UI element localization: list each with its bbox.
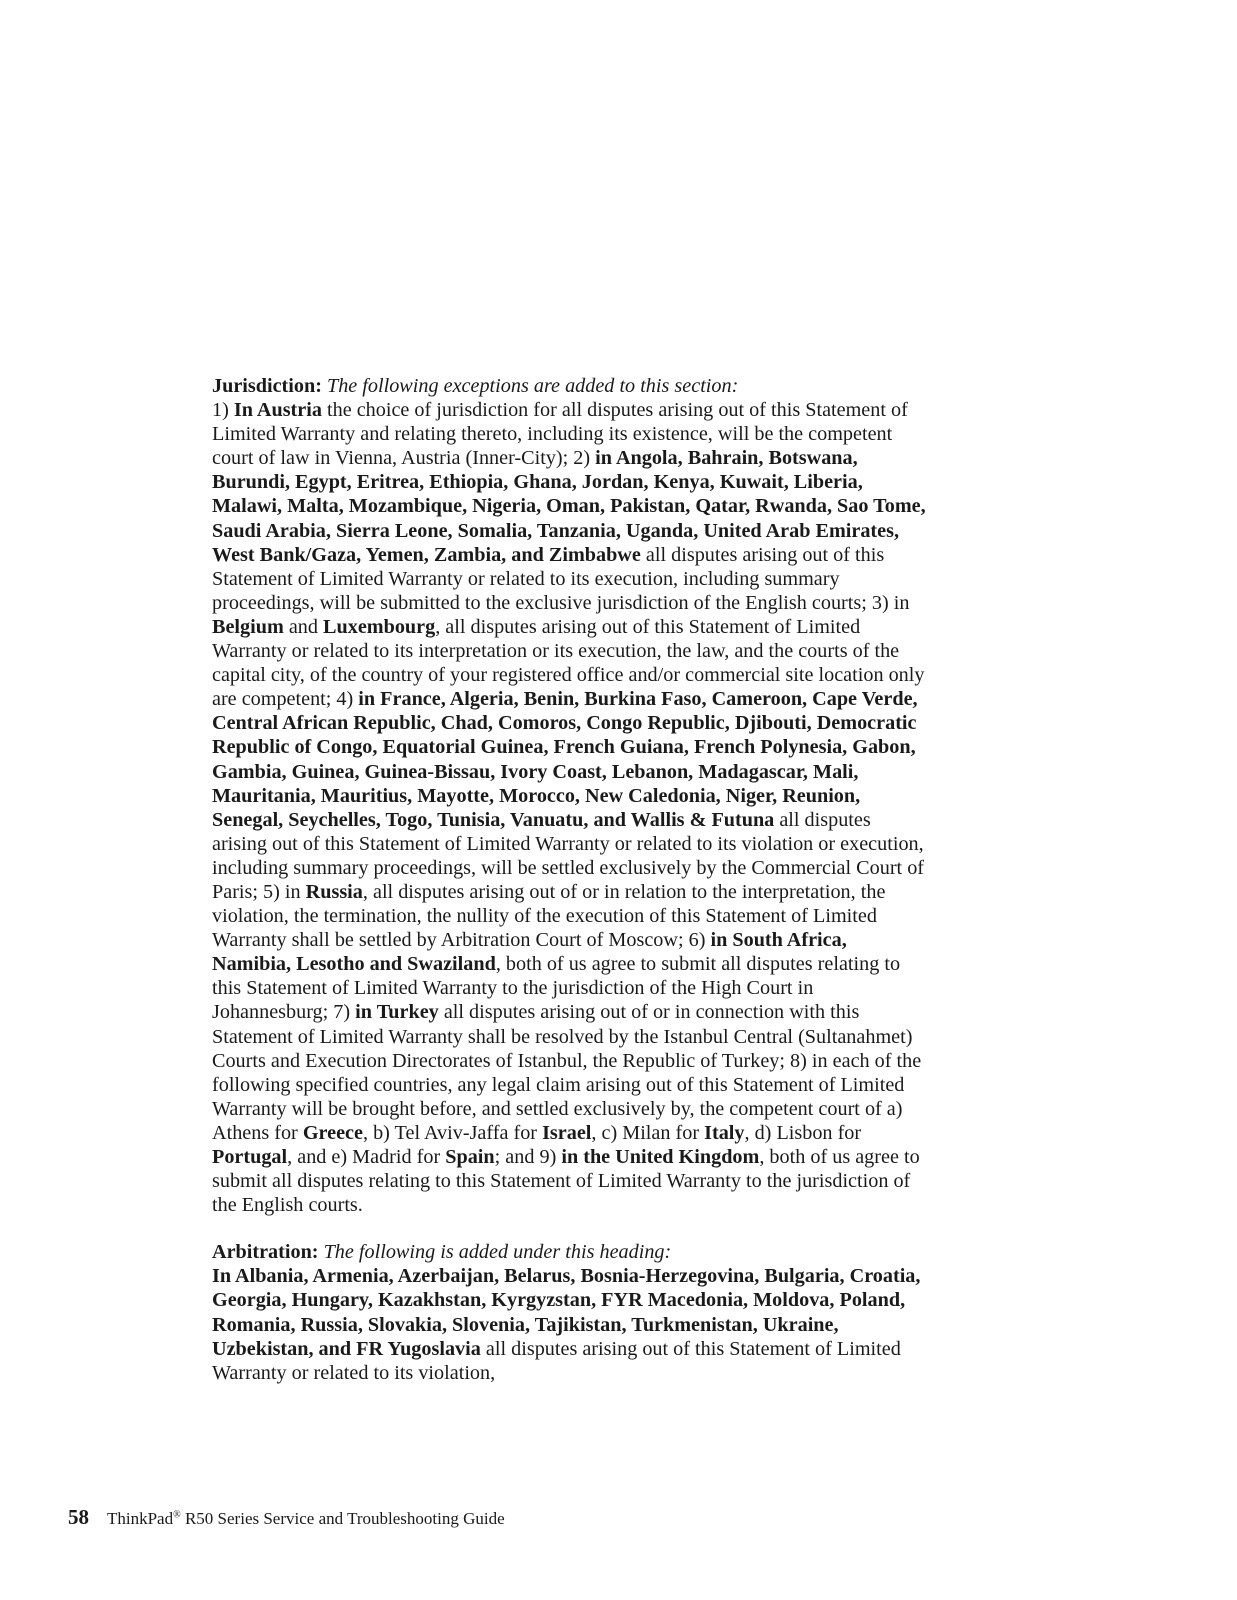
text-segment-bold: Italy	[704, 1121, 745, 1144]
jurisdiction-section	[212, 374, 927, 1217]
text-segment: all disputes arising out of this Statement of Limited Warranty or related to its violation,	[212, 1337, 901, 1384]
section-paragraph	[212, 1265, 920, 1383]
registered-mark: ®	[173, 1509, 181, 1521]
text-segment-bold: Luxembourg	[323, 615, 436, 638]
section-heading-line	[212, 374, 927, 398]
arbitration-section	[212, 1240, 927, 1385]
footer-title-rest: R50 Series Service and Troubleshooting Guide	[180, 1509, 505, 1528]
section-intro: The following exceptions are added to this section:	[326, 375, 739, 397]
text-segment-bold: Spain	[445, 1146, 495, 1168]
text-segment-bold: Israel	[542, 1121, 592, 1144]
footer-title	[107, 1509, 505, 1528]
text-segment: , all disputes arising out of this Statement of Limited Warranty or related to its interpretation or its execution, the law, and the courts of the capital city, of the country of your registered office and/or commercial site location only are competent; 4)	[212, 615, 925, 711]
text-segment: , d) Lisbon for	[744, 1121, 862, 1144]
text-segment: the choice of jurisdiction for all disputes arising out of this Statement of Limited Warranty and relating thereto, including its existence, will be the competent court of law in Vienna, Austria (Inner-City); 2)	[212, 399, 908, 470]
text-segment-bold: In Albania, Armenia, Azerbaijan, Belarus, Bosnia-Herzegovina, Bulgaria, Croatia, Georgia, Hungary, Kazakhstan, Kyrgyzstan, FYR Macedonia, Moldova, Poland, Romania, Russia, Slovakia, Slovenia, Tajikistan, Turkmenistan, Ukraine, Uzbekistan, and FR Yugoslavia	[212, 1265, 921, 1360]
page-footer	[68, 1506, 505, 1530]
text-segment: and	[283, 615, 324, 638]
section-label: Jurisdiction:	[212, 375, 322, 397]
page-number: 58	[68, 1505, 89, 1529]
text-segment: , both of us agree to submit all disputes relating to this Statement of Limited Warranty to the jurisdiction of the English courts.	[212, 1146, 920, 1217]
text-segment: all disputes arising out of this Statement of Limited Warranty or related to its execution, including summary proceedings, will be submitted to the exclusive jurisdiction of the English courts; 3) in	[212, 543, 910, 614]
text-segment: , and e) Madrid for	[287, 1146, 446, 1168]
section-heading-line	[212, 1240, 927, 1264]
footer-title-brand: ThinkPad	[107, 1509, 174, 1528]
text-segment: , all disputes arising out of or in relation to the interpretation, the violation, the termination, the nullity of the execution of this Statement of Limited Warranty shall be settled by Arbitration Court of Moscow; 6)	[212, 880, 886, 952]
text-segment-bold: in France, Algeria, Benin, Burkina Faso, Cameroon, Cape Verde, Central African Republic, Chad, Comoros, Congo Republic, Djibouti, Democratic Republic of Congo, Equatorial Guinea, French Guiana, French Polynesia, Gabon, Gambia, Guinea, Guinea-Bissau, Ivory Coast, Lebanon, Madagascar, Mali, Mauritania, Mauritius, Mayotte, Morocco, New Caledonia, Niger, Reunion, Senegal, Seychelles, Togo, Tunisia, Vanuatu, and Wallis & Futuna	[212, 688, 918, 831]
text-segment: all disputes arising out of this Statement of Limited Warranty or related to its violation or execution, including summary proceedings, will be settled exclusively by the Commercial Court of Paris; 5) in	[212, 808, 925, 903]
text-segment-bold: Russia	[305, 880, 363, 903]
text-segment-bold: in Turkey	[355, 1001, 439, 1024]
text-segment-bold: In Austria	[233, 399, 322, 422]
text-segment: , b) Tel Aviv-Jaffa for	[362, 1121, 543, 1144]
text-segment: 1)	[212, 399, 234, 422]
text-segment-bold: in the United Kingdom	[561, 1146, 760, 1168]
text-segment-bold: Belgium	[212, 615, 284, 638]
section-label: Arbitration:	[212, 1241, 319, 1264]
text-segment: , both of us agree to submit all disputes relating to this Statement of Limited Warranty to the jurisdiction of the High Court in Johannesburg; 7)	[212, 953, 901, 1024]
text-segment: , c) Milan for	[591, 1121, 705, 1144]
text-segment-bold: Portugal	[212, 1146, 288, 1168]
body-text	[212, 374, 927, 1385]
text-segment: ; and 9)	[494, 1146, 562, 1168]
text-segment-bold: in South Africa, Namibia, Lesotho and Swaziland	[212, 929, 847, 976]
section-paragraph	[212, 399, 926, 1216]
text-segment: all disputes arising out of or in connection with this Statement of Limited Warranty shall be resolved by the Istanbul Central (Sultanahmet) Courts and Execution Directorates of Istanbul, the Republic of Turkey; 8) in each of the following specified countries, any legal claim arising out of this Statement of Limited Warranty will be brought before, and settled exclusively by, the competent court of a) Athens for	[212, 1001, 922, 1144]
text-segment-bold: in Angola, Bahrain, Botswana, Burundi, Egypt, Eritrea, Ethiopia, Ghana, Jordan, Kenya, Kuwait, Liberia, Malawi, Malta, Mozambique, Nigeria, Oman, Pakistan, Qatar, Rwanda, Sao Tome, Saudi Arabia, Sierra Leone, Somalia, Tanzania, Uganda, United Arab Emirates, West Bank/Gaza, Yemen, Zambia, and Zimbabwe	[212, 447, 926, 566]
text-segment-bold: Greece	[302, 1121, 363, 1144]
section-intro: The following is added under this heading:	[323, 1241, 672, 1264]
